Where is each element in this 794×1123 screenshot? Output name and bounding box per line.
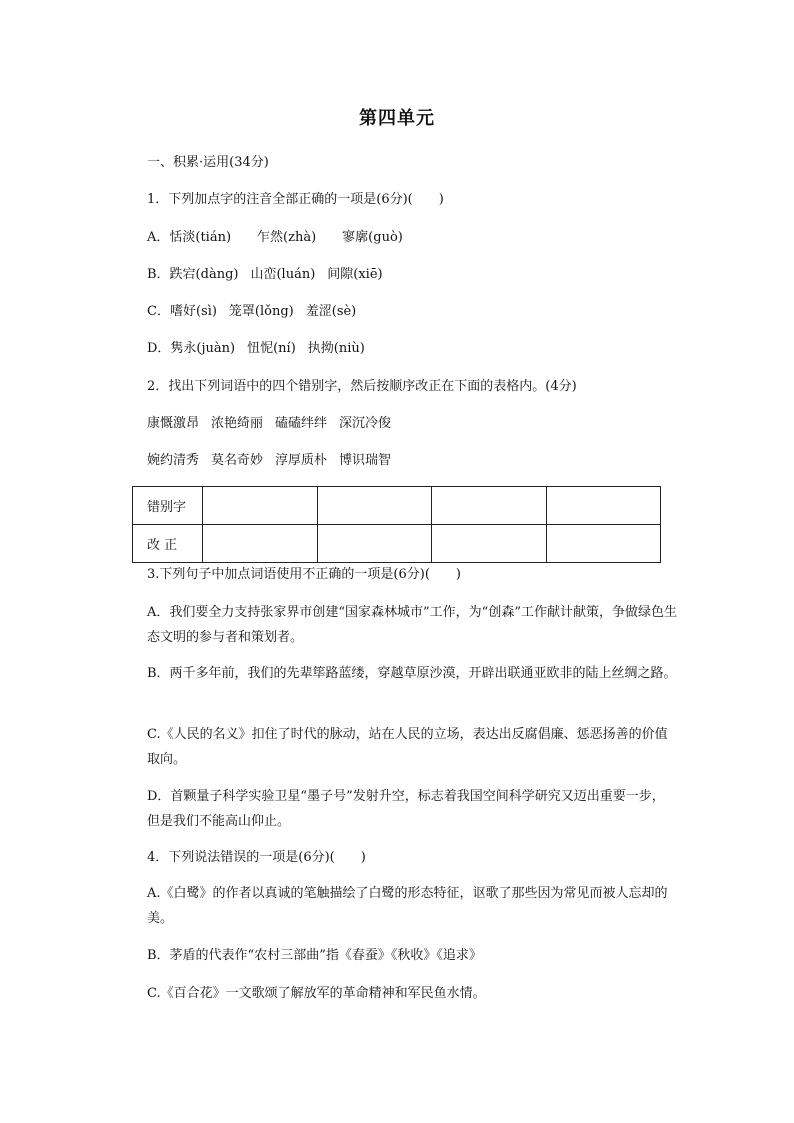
q1-c-word2: 笼罩(lǒng) bbox=[228, 304, 294, 319]
correction-table bbox=[132, 486, 661, 563]
q2-word: 博识瑞智 bbox=[339, 453, 392, 468]
answer-cell[interactable] bbox=[203, 487, 318, 525]
unit-title: 第四单元 bbox=[359, 108, 435, 129]
table-row-correct bbox=[133, 525, 661, 563]
q2-word: 深沉冷俊 bbox=[339, 416, 392, 431]
q1-stem: 1．下列加点字的注音全部正确的一项是(6分)( ) bbox=[147, 192, 444, 207]
q2-word-row-1 bbox=[147, 415, 391, 433]
answer-cell[interactable] bbox=[317, 525, 432, 563]
q1-c-word1: C．嗜好(sì) bbox=[147, 304, 217, 319]
q3-option-b: B．两千多年前，我们的先辈筚路蓝缕，穿越草原沙漠，开辟出联通亚欧非的陆上丝绸之路。 bbox=[147, 666, 677, 681]
q1-c-word3: 羞涩(sè) bbox=[305, 304, 357, 319]
answer-cell[interactable] bbox=[432, 487, 547, 525]
answer-cell[interactable] bbox=[546, 525, 661, 563]
q2-word: 康慨激昂 bbox=[147, 416, 200, 431]
q1-d-word2: 忸怩(ní) bbox=[247, 341, 296, 356]
q4-stem: 4．下列说法错误的一项是(6分)( ) bbox=[147, 850, 366, 865]
q4-option-c: C.《百合花》一文歌颂了解放军的革命精神和军民鱼水情。 bbox=[147, 986, 486, 1001]
q3-option-d: D．首颗量子科学实验卫星“墨子号”发射升空，标志着我国空间科学研究又迈出重要一步，但是我们不能高山仰止。 bbox=[147, 789, 665, 829]
q3-stem: 3.下列句子中加点词语使用不正确的一项是(6分)( ) bbox=[147, 567, 461, 582]
q1-a-word1: A．恬淡(tián) bbox=[147, 230, 232, 245]
q4-option-b: B．茅盾的代表作“农村三部曲”指《春蚕》《秋收》《追求》 bbox=[147, 948, 482, 963]
q4-option-a: A.《白鹭》的作者以真诚的笔触描绘了白鹭的形态特征，讴歌了那些因为常见而被人忘却的美。 bbox=[147, 886, 668, 926]
answer-cell[interactable] bbox=[203, 525, 318, 563]
q1-d-word3: 执拗(niù) bbox=[307, 341, 365, 356]
q1-option-b bbox=[147, 266, 383, 284]
answer-cell[interactable] bbox=[317, 487, 432, 525]
q2-stem: 2．找出下列词语中的四个错别字，然后按顺序改正在下面的表格内。(4分) bbox=[147, 379, 577, 394]
q2-word: 婉约清秀 bbox=[147, 453, 200, 468]
q1-b-word2: 山峦(luán) bbox=[250, 267, 316, 282]
q1-a-word2: 乍然(zhà) bbox=[257, 230, 317, 245]
q1-a-word3: 寥廓(guò) bbox=[342, 230, 403, 245]
q2-word: 淳厚质朴 bbox=[275, 453, 328, 468]
q2-word: 浓艳绮丽 bbox=[211, 416, 264, 431]
q1-option-a bbox=[147, 229, 403, 247]
answer-cell[interactable] bbox=[432, 525, 547, 563]
q3-option-a: A．我们要全力支持张家界市创建“国家森林城市”工作，为“创森”工作献计献策，争做绿色生态文明的参与者和策划者。 bbox=[147, 605, 677, 645]
q2-word: 莫名奇妙 bbox=[211, 453, 264, 468]
q3-option-c: C.《人民的名义》扣住了时代的脉动，站在人民的立场，表达出反腐倡廉、惩恶扬善的价值取向。 bbox=[147, 727, 668, 767]
q2-word-row-2 bbox=[147, 452, 391, 470]
answer-cell[interactable] bbox=[546, 487, 661, 525]
q2-word: 磕磕绊绊 bbox=[275, 416, 328, 431]
table-row-wrong bbox=[133, 487, 661, 525]
row-label-correct: 改 正 bbox=[133, 525, 203, 563]
q1-b-word3: 间隙(xiē) bbox=[327, 267, 383, 282]
q1-option-d bbox=[147, 340, 365, 358]
q1-d-word1: D．隽永(juàn) bbox=[147, 341, 236, 356]
q1-option-c bbox=[147, 303, 356, 321]
section-heading: 一、积累·运用(34分) bbox=[147, 155, 269, 170]
row-label-wrong: 错别字 bbox=[133, 487, 203, 525]
q1-b-word1: B．跌宕(dàng) bbox=[147, 267, 239, 282]
